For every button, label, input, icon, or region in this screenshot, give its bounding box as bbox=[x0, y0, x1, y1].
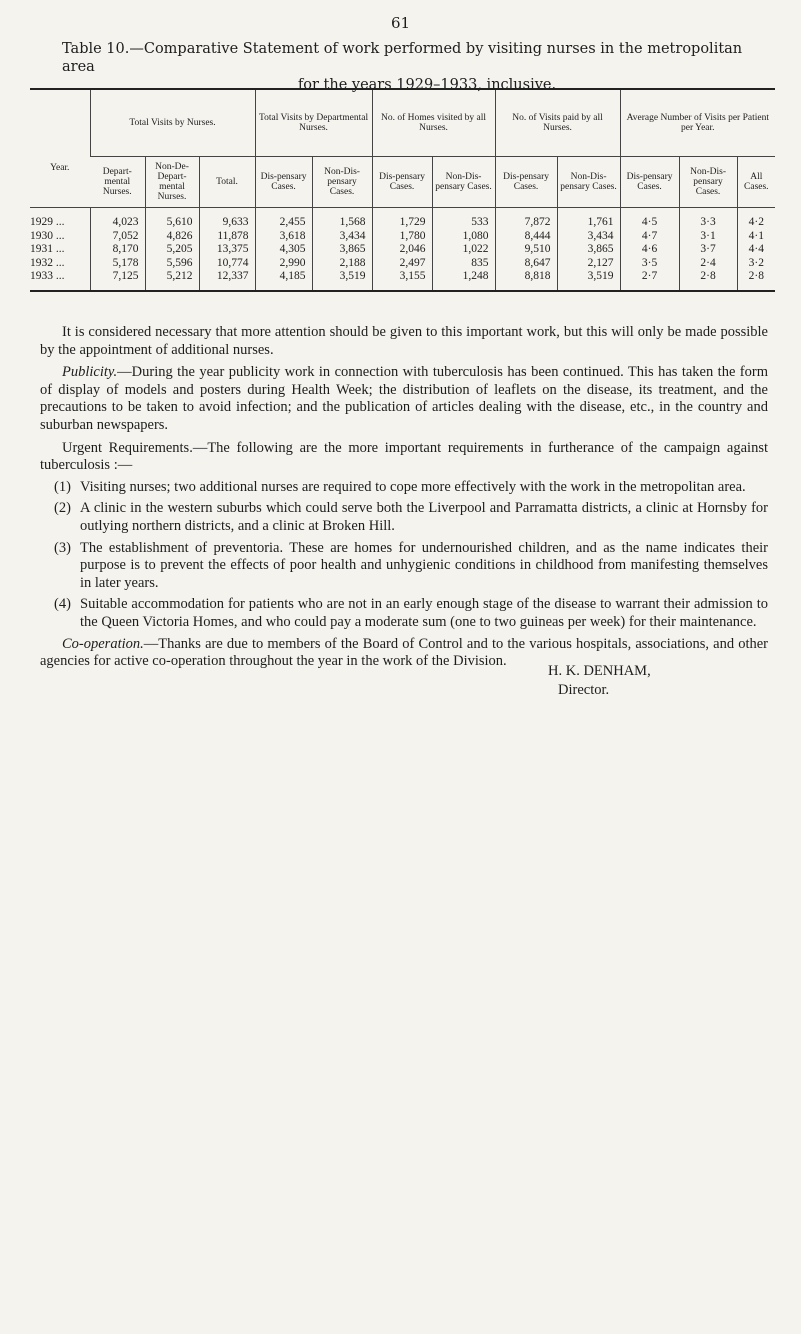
table-cell: 5,610 bbox=[145, 208, 199, 230]
table-cell: 1,568 bbox=[312, 208, 372, 230]
table-cell: 3,519 bbox=[312, 270, 372, 291]
table-cell: 9,633 bbox=[199, 208, 255, 230]
subheader: Dis-pensary Cases. bbox=[495, 157, 557, 208]
list-item-text: A clinic in the western suburbs which could serve both the Liverpool and Parramatta districts, a clinic at Hornsby for outlying northern districts, and a clinic at Broken Hill. bbox=[80, 500, 768, 534]
table-cell: 10,774 bbox=[199, 257, 255, 271]
subheader: Non-Dis-pensary Cases. bbox=[312, 157, 372, 208]
table-cell: 3,519 bbox=[557, 270, 620, 291]
row-year: 1931 ... bbox=[30, 243, 65, 255]
table-row bbox=[30, 243, 775, 257]
list-item-number: (1) bbox=[54, 478, 71, 495]
table-cell: 3,434 bbox=[312, 230, 372, 244]
paragraph-urgent-requirements: Urgent Requirements.—The following are the more important requirements in furtherance of the campaign against tuberculosis :— bbox=[40, 439, 768, 474]
statistics-table bbox=[30, 88, 775, 292]
list-item bbox=[40, 500, 768, 535]
signature-block bbox=[548, 662, 651, 700]
table-cell: 5,178 bbox=[90, 257, 145, 271]
co-operation-heading: Co-operation. bbox=[62, 635, 144, 652]
paragraph-publicity bbox=[40, 364, 768, 434]
statistics-table-wrapper bbox=[30, 88, 775, 292]
table-cell: 1,729 bbox=[372, 208, 432, 230]
header-dept-visits: Total Visits by Departmental Nurses. bbox=[255, 89, 372, 157]
table-cell: 3,434 bbox=[557, 230, 620, 244]
table-row bbox=[30, 208, 775, 230]
table-cell: 2·4 bbox=[679, 257, 737, 271]
table-cell: 3,865 bbox=[557, 243, 620, 257]
table-cell: 2,188 bbox=[312, 257, 372, 271]
table-cell: 13,375 bbox=[199, 243, 255, 257]
signature-title: Director. bbox=[558, 682, 610, 698]
table-cell: 2,127 bbox=[557, 257, 620, 271]
table-cell: 1,248 bbox=[432, 270, 495, 291]
table-cell: 8,818 bbox=[495, 270, 557, 291]
list-item-number: (2) bbox=[54, 500, 71, 517]
table-cell: 4,305 bbox=[255, 243, 312, 257]
subheader: Total. bbox=[199, 157, 255, 208]
table-cell: 4·5 bbox=[620, 208, 679, 230]
table-cell: 3·2 bbox=[737, 257, 775, 271]
subheader: Dis-pensary Cases. bbox=[620, 157, 679, 208]
page-number: 61 bbox=[390, 14, 411, 32]
table-cell: 3,155 bbox=[372, 270, 432, 291]
requirements-list bbox=[40, 479, 768, 632]
list-item-number: (3) bbox=[54, 539, 71, 556]
header-average-visits: Average Number of Visits per Patient per Year. bbox=[620, 89, 775, 157]
publicity-heading: Publicity. bbox=[62, 364, 118, 381]
subheader: Non-De-Depart-mental Nurses. bbox=[145, 157, 199, 208]
table-cell: 3·7 bbox=[679, 243, 737, 257]
co-operation-body: —Thanks are due to members of the Board of Control and to the various hospitals, associations, and other agencies for active co-operation throughout the year in the work of the Division. bbox=[40, 635, 768, 670]
table-cell: 4·4 bbox=[737, 243, 775, 257]
table-cell: 4·2 bbox=[737, 208, 775, 230]
subheader: All Cases. bbox=[737, 157, 775, 208]
table-row bbox=[30, 230, 775, 244]
subheader: Dis-pensary Cases. bbox=[372, 157, 432, 208]
table-cell: 5,205 bbox=[145, 243, 199, 257]
table-cell: 7,052 bbox=[90, 230, 145, 244]
row-year: 1929 ... bbox=[30, 216, 65, 228]
header-year: Year. bbox=[30, 89, 90, 208]
table-cell: 7,872 bbox=[495, 208, 557, 230]
table-cell: 3,618 bbox=[255, 230, 312, 244]
list-item-number: (4) bbox=[54, 596, 71, 613]
subheader: Dis-pensary Cases. bbox=[255, 157, 312, 208]
caption-line-1: Table 10.—Comparative Statement of work performed by visiting nurses in the metropolitan area bbox=[62, 41, 743, 75]
table-cell: 4,826 bbox=[145, 230, 199, 244]
list-item-text: Suitable accommodation for patients who are not in an early enough stage of the disease to warrant their admission to the Queen Victoria Homes, and who could pay a moderate sum (one to two guineas per week) for their maintenance. bbox=[80, 596, 768, 630]
table-cell: 3·5 bbox=[620, 257, 679, 271]
list-item bbox=[40, 540, 768, 593]
caption-line-2: for the years 1929–1933, inclusive. bbox=[297, 77, 557, 93]
table-cell: 5,212 bbox=[145, 270, 199, 291]
header-total-visits: Total Visits by Nurses. bbox=[90, 89, 255, 157]
table-cell: 11,878 bbox=[199, 230, 255, 244]
table-cell: 7,125 bbox=[90, 270, 145, 291]
list-item-text: Visiting nurses; two additional nurses are required to cope more effectively with the work in the metropolitan area. bbox=[80, 478, 746, 495]
table-cell: 2,990 bbox=[255, 257, 312, 271]
paragraph-co-operation bbox=[40, 636, 768, 671]
list-item bbox=[40, 479, 768, 497]
table-caption bbox=[62, 40, 752, 94]
table-cell: 2,455 bbox=[255, 208, 312, 230]
table-cell: 4·6 bbox=[620, 243, 679, 257]
paragraph-additional-nurses: It is considered necessary that more attention should be given to this important work, but this will only be made possible by the appointment of additional nurses. bbox=[40, 324, 768, 358]
subheader: Depart-mental Nurses. bbox=[90, 157, 145, 208]
body-text bbox=[40, 324, 768, 671]
table-cell: 8,444 bbox=[495, 230, 557, 244]
subheader: Non-Dis-pensary Cases. bbox=[432, 157, 495, 208]
table-row bbox=[30, 270, 775, 291]
header-visits-paid: No. of Visits paid by all Nurses. bbox=[495, 89, 620, 157]
table-cell: 12,337 bbox=[199, 270, 255, 291]
table-cell: 835 bbox=[432, 257, 495, 271]
list-item bbox=[40, 596, 768, 631]
row-year: 1930 ... bbox=[30, 229, 65, 242]
table-cell: 2·8 bbox=[737, 270, 775, 291]
table-cell: 1,080 bbox=[432, 230, 495, 244]
table-cell: 1,022 bbox=[432, 243, 495, 257]
table-cell: 1,780 bbox=[372, 230, 432, 244]
table-cell: 3,865 bbox=[312, 243, 372, 257]
table-cell: 4,185 bbox=[255, 270, 312, 291]
table-cell: 5,596 bbox=[145, 257, 199, 271]
header-homes-visited: No. of Homes visited by all Nurses. bbox=[372, 89, 495, 157]
table-cell: 4·1 bbox=[737, 230, 775, 244]
table-cell: 2,497 bbox=[372, 257, 432, 271]
table-cell: 2·8 bbox=[679, 270, 737, 291]
table-cell: 2·7 bbox=[620, 270, 679, 291]
table-cell: 3·3 bbox=[679, 208, 737, 230]
table-cell: 3·1 bbox=[679, 230, 737, 244]
table-cell: 533 bbox=[432, 208, 495, 230]
row-year: 1932 ... bbox=[30, 256, 65, 269]
subheader: Non-Dis-pensary Cases. bbox=[679, 157, 737, 208]
publicity-body: —During the year publicity work in connection with tuberculosis has been continued. This has taken the form of display of models and posters during Health Week; the distribution of leaflets on the disease, its treatment, and the precautions to be taken to avoid infection; and the publication of articles dealing with the disease, etc., in the country and suburban newspapers. bbox=[40, 364, 768, 433]
table-cell: 8,170 bbox=[90, 243, 145, 257]
table-cell: 2,046 bbox=[372, 243, 432, 257]
signature-name: H. K. DENHAM, bbox=[548, 663, 651, 679]
table-cell: 1,761 bbox=[557, 208, 620, 230]
table-row bbox=[30, 257, 775, 271]
table-cell: 9,510 bbox=[495, 243, 557, 257]
table-cell: 4·7 bbox=[620, 230, 679, 244]
subheader: Non-Dis-pensary Cases. bbox=[557, 157, 620, 208]
table-cell: 8,647 bbox=[495, 257, 557, 271]
table-cell: 4,023 bbox=[90, 208, 145, 230]
row-year: 1933 ... bbox=[30, 270, 90, 291]
list-item-text: The establishment of preventoria. These are homes for undernourished children, and as the name indicates their purpose is to prevent the effects of poor health and unhygienic conditions in childhood from manifesting themselves in later years. bbox=[80, 539, 768, 591]
